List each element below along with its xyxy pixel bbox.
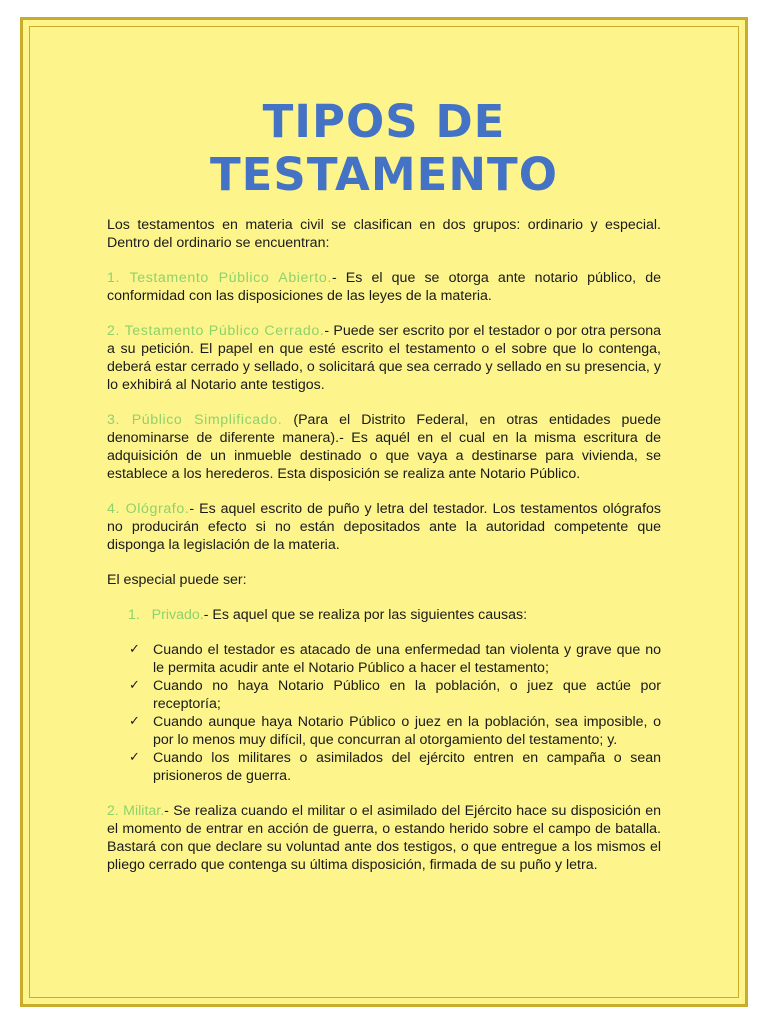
list-item <box>107 677 661 713</box>
check-icon: ✓ <box>129 642 140 657</box>
ordinary-item-3 <box>107 411 661 483</box>
list-item <box>107 641 661 677</box>
ordinary-item-label: 2. Testamento Público Cerrado. <box>107 323 325 339</box>
list-item <box>107 713 661 749</box>
private-text: - Es aquel que se realiza por las siguientes causas: <box>203 607 528 623</box>
cause-text: Cuando no haya Notario Público en la población, o juez que actúe por receptoría; <box>153 678 661 712</box>
cause-text: Cuando aunque haya Notario Público o juez en la población, sea imposible, o por lo menos muy difícil, que concurran al otorgamiento del testamento; y. <box>153 714 661 748</box>
ordinary-item-4 <box>107 500 661 554</box>
military-item <box>107 802 661 874</box>
ordinary-item-text: - Puede ser escrito por el testador o por otra persona a su petición. El papel en que esté escrito el testamento o el sobre que lo contenga, deberá estar cerrado y sellado, o solicitará que sea cerrado y sellado en su presencia, y lo exhibirá al Notario ante testigos. <box>107 323 661 393</box>
check-icon: ✓ <box>129 678 140 693</box>
ordinary-item-2 <box>107 322 661 394</box>
ordinary-item-text: (Para el Distrito Federal, en otras entidades puede denominarse de diferente manera).- Es aquél en el cual en la misma escritura de adquisición de un inmueble destinado o que vaya a destinarse para vivienda, se establece a los herederos. Esta disposición se realiza ante Notario Público. <box>107 412 661 482</box>
ordinary-item-label: 1. Testamento Público Abierto. <box>107 270 332 286</box>
ordinary-item-1 <box>107 269 661 305</box>
title-line-1: TIPOS DE <box>262 95 506 148</box>
ordinary-item-text: - Es aquel escrito de puño y letra del testador. Los testamentos ológrafos no producirán efecto si no están depositados ante la autoridad competente que disponga la legislación de la materia. <box>107 501 661 553</box>
ordinary-item-label: 4. Ológrafo. <box>107 501 190 517</box>
check-icon: ✓ <box>129 750 140 765</box>
cause-text: Cuando el testador es atacado de una enfermedad tan violenta y grave que no le permita acudir ante el Notario Público a hacer el testamento; <box>153 642 661 676</box>
document-body <box>107 216 661 891</box>
ordinary-item-label: 3. Público Simplificado. <box>107 412 283 428</box>
check-icon: ✓ <box>129 714 140 729</box>
private-label: 1. Privado. <box>128 607 204 623</box>
private-item <box>128 606 661 624</box>
intro-paragraph: Los testamentos en materia civil se clasifican en dos grupos: ordinario y especial. Dentro del ordinario se encuentran: <box>107 217 661 251</box>
special-intro: El especial puede ser: <box>107 572 247 588</box>
causes-list <box>107 641 661 785</box>
cause-text: Cuando los militares o asimilados del ejército entren en campaña o sean prisioneros de guerra. <box>153 750 661 784</box>
title-line-2: TESTAMENTO <box>209 148 558 201</box>
ordinary-item-text: - Es el que se otorga ante notario público, de conformidad con las disposiciones de las leyes de la materia. <box>107 270 661 304</box>
list-item <box>107 749 661 785</box>
page-title <box>0 95 768 201</box>
military-label: 2. Militar. <box>107 803 165 819</box>
military-text: - Se realiza cuando el militar o el asimilado del Ejército hace su disposición en el momento de entrar en acción de guerra, o estando herido sobre el campo de batalla. Bastará con que declare su voluntad ante dos testigos, o que entregue a los mismos el pliego cerrado que contenga su última disposición, firmada de su puño y letra. <box>107 803 661 873</box>
